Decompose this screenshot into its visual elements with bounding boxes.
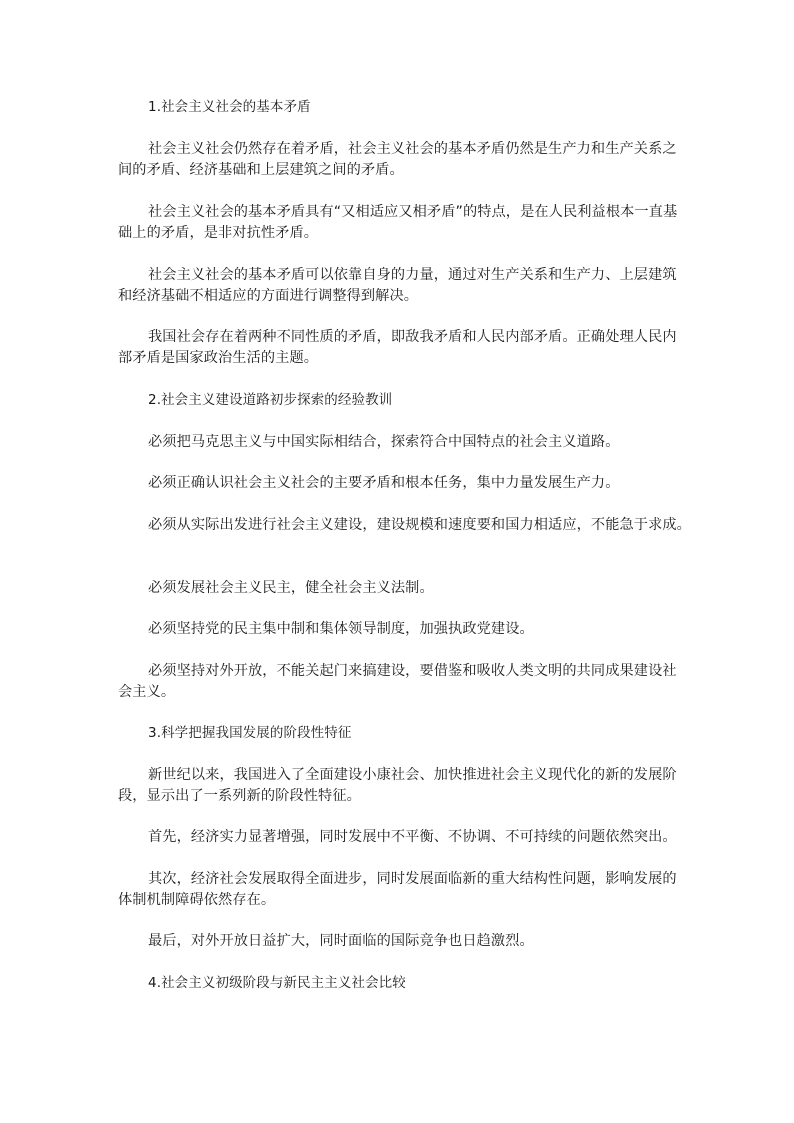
- paragraph-lesson-3: 必须从实际出发进行社会主义建设，建设规模和速度要和国力相适应，不能急于求成。: [148, 517, 691, 533]
- section-heading-4: 4.社会主义初级阶段与新民主主义社会比较: [148, 975, 406, 991]
- paragraph-lesson-6: 必须坚持对外开放，不能关起门来搞建设，要借鉴和吸收人类文明的共同成果建设社会主义。: [118, 663, 677, 700]
- paragraph-first: 首先，经济实力显著增强，同时发展中不平衡、不协调、不可持续的问题依然突出。: [148, 829, 677, 845]
- section-heading-3: 3.科学把握我国发展的阶段性特征: [148, 725, 352, 741]
- paragraph-second: 其次，经济社会发展取得全面进步，同时发展面临新的重大结构性问题，影响发展的体制机制障碍依然存在。: [118, 871, 677, 908]
- paragraph-lesson-4: 必须发展社会主义民主，健全社会主义法制。: [148, 580, 434, 596]
- section-heading-2: 2.社会主义建设道路初步探索的经验教训: [148, 392, 393, 408]
- paragraph-basic-contradiction: 社会主义社会仍然存在着矛盾，社会主义社会的基本矛盾仍然是生产力和生产关系之间的矛盾、经济基础和上层建筑之间的矛盾。: [118, 141, 677, 178]
- paragraph-contradiction-resolution: 社会主义社会的基本矛盾可以依靠自身的力量，通过对生产关系和生产力、上层建筑和经济基础不相适应的方面进行调整得到解决。: [118, 267, 677, 304]
- section-heading-1: 1.社会主义社会的基本矛盾: [148, 99, 311, 115]
- paragraph-lesson-1: 必须把马克思主义与中国实际相结合，探索符合中国特点的社会主义道路。: [148, 434, 620, 450]
- paragraph-lesson-5: 必须坚持党的民主集中制和集体领导制度，加强执政党建设。: [148, 621, 534, 637]
- paragraph-last: 最后，对外开放日益扩大，同时面临的国际竞争也日趋激烈。: [148, 933, 534, 949]
- paragraph-two-contradictions: 我国社会存在着两种不同性质的矛盾，即敌我矛盾和人民内部矛盾。正确处理人民内部矛盾是国家政治生活的主题。: [118, 329, 677, 366]
- paragraph-contradiction-features: 社会主义社会的基本矛盾具有“又相适应又相矛盾”的特点，是在人民利益根本一直基础上的矛盾，是非对抗性矛盾。: [118, 204, 678, 241]
- paragraph-new-stage: 新世纪以来，我国进入了全面建设小康社会、加快推进社会主义现代化的新的发展阶段，显示出了一系列新的阶段性特征。: [118, 767, 677, 804]
- paragraph-lesson-2: 必须正确认识社会主义社会的主要矛盾和根本任务，集中力量发展生产力。: [148, 475, 620, 491]
